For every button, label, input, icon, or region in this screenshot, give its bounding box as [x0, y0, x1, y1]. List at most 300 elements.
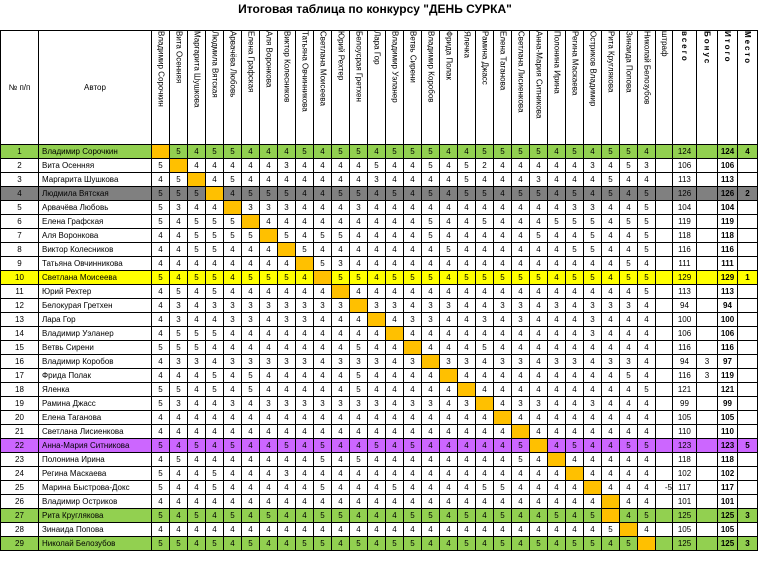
score-cell: 4 [224, 369, 242, 383]
score-cell: 4 [422, 481, 440, 495]
score-cell: 5 [242, 187, 260, 201]
score-cell: 4 [584, 453, 602, 467]
score-cell: 4 [404, 243, 422, 257]
total-cell: 129 [673, 271, 697, 285]
score-cell: 4 [458, 481, 476, 495]
score-cell: 4 [602, 215, 620, 229]
score-cell: 4 [170, 411, 188, 425]
penalty-cell [656, 229, 673, 243]
score-cell: 4 [332, 453, 350, 467]
bonus-cell [697, 313, 718, 327]
score-cell: 4 [584, 145, 602, 159]
score-cell: 5 [368, 439, 386, 453]
total-cell: 102 [673, 467, 697, 481]
score-cell: 5 [620, 537, 638, 551]
place-cell [738, 383, 758, 397]
total-cell: 113 [673, 173, 697, 187]
score-cell: 5 [566, 243, 584, 257]
table-row [1, 383, 758, 397]
score-cell: 4 [494, 243, 512, 257]
score-cell: 3 [404, 313, 422, 327]
score-cell: 3 [170, 313, 188, 327]
author-name: Владимир Сорочкин [39, 145, 152, 159]
score-cell: 3 [548, 355, 566, 369]
total-cell: 125 [673, 537, 697, 551]
score-cell: 4 [638, 355, 656, 369]
score-cell: 4 [206, 159, 224, 173]
score-cell: 4 [422, 341, 440, 355]
author-name: Юрий Рехтер [39, 285, 152, 299]
score-cell: 5 [152, 383, 170, 397]
bonus-cell [697, 229, 718, 243]
header-jury-13 [368, 31, 386, 145]
header-jury-label: Зинаида Попова [624, 31, 634, 93]
score-cell: 5 [206, 243, 224, 257]
score-cell: 4 [260, 467, 278, 481]
author-name: Аля Воронкова [39, 229, 152, 243]
score-cell: 3 [422, 397, 440, 411]
score-cell: 4 [386, 285, 404, 299]
header-jury-14 [386, 31, 404, 145]
total-cell: 106 [673, 327, 697, 341]
table-row [1, 537, 758, 551]
score-cell: 4 [602, 285, 620, 299]
score-cell: 4 [386, 159, 404, 173]
score-cell: 4 [278, 215, 296, 229]
author-name: Людмила Вятская [39, 187, 152, 201]
score-cell: 4 [476, 509, 494, 523]
score-cell: 5 [170, 145, 188, 159]
score-cell: 4 [548, 173, 566, 187]
score-cell: 4 [242, 523, 260, 537]
score-cell: 4 [314, 187, 332, 201]
penalty-cell [656, 173, 673, 187]
score-cell: 4 [260, 313, 278, 327]
place-cell: 4 [738, 145, 758, 159]
score-cell: 4 [278, 257, 296, 271]
score-cell: 4 [206, 201, 224, 215]
score-cell [224, 201, 242, 215]
score-cell: 4 [152, 453, 170, 467]
final-cell: 105 [718, 523, 738, 537]
score-cell: 4 [386, 453, 404, 467]
score-cell: 4 [206, 509, 224, 523]
score-cell: 4 [368, 285, 386, 299]
score-cell: 4 [152, 257, 170, 271]
score-cell: 4 [566, 257, 584, 271]
score-cell: 4 [584, 257, 602, 271]
score-cell: 4 [548, 467, 566, 481]
row-number: 21 [1, 425, 39, 439]
score-cell: 4 [224, 285, 242, 299]
score-cell: 4 [152, 299, 170, 313]
final-cell: 101 [718, 495, 738, 509]
score-cell: 4 [512, 201, 530, 215]
score-cell: 5 [566, 215, 584, 229]
score-cell: 5 [422, 509, 440, 523]
score-cell: 5 [476, 215, 494, 229]
author-name: Николай Белозубов [39, 537, 152, 551]
score-cell: 5 [620, 215, 638, 229]
score-cell: 5 [512, 187, 530, 201]
score-cell: 5 [350, 537, 368, 551]
score-cell: 4 [386, 355, 404, 369]
score-cell: 4 [314, 355, 332, 369]
score-cell: 4 [494, 369, 512, 383]
score-cell: 5 [152, 537, 170, 551]
score-cell: 4 [386, 369, 404, 383]
score-cell: 5 [584, 243, 602, 257]
score-cell: 4 [422, 523, 440, 537]
score-cell: 4 [440, 523, 458, 537]
score-cell: 5 [224, 509, 242, 523]
score-cell: 3 [332, 299, 350, 313]
score-cell: 3 [512, 355, 530, 369]
score-cell: 4 [350, 439, 368, 453]
score-cell: 4 [494, 159, 512, 173]
score-cell: 4 [188, 313, 206, 327]
header-jury-8 [278, 31, 296, 145]
score-cell: 3 [278, 201, 296, 215]
score-cell: 4 [296, 481, 314, 495]
place-cell [738, 355, 758, 369]
header-jury-label: Владимир Сорочкин [156, 31, 166, 107]
header-jury-label: Елена Графская [246, 31, 256, 93]
penalty-cell [656, 495, 673, 509]
score-cell: 4 [224, 159, 242, 173]
place-cell [738, 299, 758, 313]
score-cell: 4 [152, 411, 170, 425]
score-cell: 4 [512, 411, 530, 425]
table-row [1, 327, 758, 341]
penalty-cell [656, 509, 673, 523]
score-cell: 4 [548, 145, 566, 159]
score-cell: 5 [188, 341, 206, 355]
score-cell: 4 [260, 243, 278, 257]
score-cell: 4 [566, 313, 584, 327]
score-cell [620, 523, 638, 537]
place-cell [738, 159, 758, 173]
score-cell: 4 [584, 355, 602, 369]
score-cell: 3 [206, 299, 224, 313]
bonus-cell [697, 299, 718, 313]
score-cell: 5 [386, 537, 404, 551]
score-cell [368, 313, 386, 327]
penalty-cell [656, 159, 673, 173]
place-cell [738, 229, 758, 243]
score-cell: 3 [296, 313, 314, 327]
score-cell: 4 [350, 159, 368, 173]
header-jury-label: Ветвь Сирени [408, 31, 418, 83]
score-cell: 4 [224, 271, 242, 285]
penalty-cell [656, 397, 673, 411]
score-cell: 3 [260, 201, 278, 215]
author-name: Вита Осенняя [39, 159, 152, 173]
score-cell: 5 [206, 383, 224, 397]
table-body [1, 145, 758, 551]
score-cell: 4 [476, 439, 494, 453]
place-cell [738, 341, 758, 355]
header-jury-16 [422, 31, 440, 145]
score-cell: 4 [260, 425, 278, 439]
score-cell: 5 [152, 509, 170, 523]
bonus-cell [697, 397, 718, 411]
score-cell: 4 [548, 439, 566, 453]
score-cell: 3 [170, 201, 188, 215]
row-number: 4 [1, 187, 39, 201]
score-cell: 4 [422, 467, 440, 481]
score-cell: 5 [422, 187, 440, 201]
row-number: 25 [1, 481, 39, 495]
score-cell: 5 [548, 215, 566, 229]
score-cell: 4 [206, 397, 224, 411]
score-cell: 4 [188, 453, 206, 467]
header-jury-label: Ялечка [462, 31, 472, 58]
score-cell: 5 [512, 439, 530, 453]
score-cell: 5 [458, 509, 476, 523]
score-cell: 3 [278, 355, 296, 369]
score-cell: 4 [152, 243, 170, 257]
score-cell: 4 [386, 523, 404, 537]
score-cell: 4 [368, 495, 386, 509]
row-number: 22 [1, 439, 39, 453]
score-cell: 3 [350, 355, 368, 369]
header-jury-7 [260, 31, 278, 145]
author-name: Арвачёва Любовь [39, 201, 152, 215]
score-cell: 4 [476, 369, 494, 383]
header-penalty [656, 31, 673, 145]
header-jury-22 [530, 31, 548, 145]
score-cell [440, 369, 458, 383]
row-number: 3 [1, 173, 39, 187]
score-cell: 4 [602, 481, 620, 495]
score-cell: 4 [458, 145, 476, 159]
penalty-cell [656, 201, 673, 215]
penalty-cell [656, 285, 673, 299]
header-jury-label: Регина Маскаева [570, 31, 580, 96]
score-cell: 5 [206, 327, 224, 341]
score-cell: 4 [332, 523, 350, 537]
score-cell: 3 [350, 397, 368, 411]
table-row [1, 509, 758, 523]
score-cell: 4 [548, 201, 566, 215]
total-cell: 125 [673, 509, 697, 523]
score-cell: 4 [170, 481, 188, 495]
score-cell: 4 [620, 341, 638, 355]
total-cell: 123 [673, 439, 697, 453]
score-cell: 4 [296, 285, 314, 299]
final-cell: 102 [718, 467, 738, 481]
table-row [1, 453, 758, 467]
score-cell: 4 [224, 495, 242, 509]
place-cell [738, 257, 758, 271]
score-cell: 4 [188, 481, 206, 495]
score-cell: 4 [638, 481, 656, 495]
final-cell: 118 [718, 453, 738, 467]
final-cell: 117 [718, 481, 738, 495]
final-cell: 113 [718, 285, 738, 299]
score-cell: 4 [260, 439, 278, 453]
header-jury-9 [296, 31, 314, 145]
score-cell: 4 [458, 439, 476, 453]
score-cell: 3 [368, 173, 386, 187]
score-cell: 4 [368, 187, 386, 201]
score-cell: 4 [494, 187, 512, 201]
header-jury-11 [332, 31, 350, 145]
score-cell: 4 [404, 327, 422, 341]
score-cell: 5 [638, 509, 656, 523]
score-cell: 4 [242, 509, 260, 523]
score-cell: 3 [314, 299, 332, 313]
score-cell: 4 [620, 383, 638, 397]
score-cell: 5 [206, 145, 224, 159]
score-cell: 4 [440, 159, 458, 173]
table-row [1, 355, 758, 369]
score-cell: 4 [494, 257, 512, 271]
author-name: Рита Круглякова [39, 509, 152, 523]
place-cell [738, 243, 758, 257]
score-cell: 3 [242, 313, 260, 327]
score-cell: 4 [404, 495, 422, 509]
penalty-cell [656, 313, 673, 327]
bonus-cell [697, 509, 718, 523]
score-cell: 4 [602, 397, 620, 411]
score-cell: 4 [332, 313, 350, 327]
bonus-cell [697, 467, 718, 481]
row-number: 12 [1, 299, 39, 313]
header-jury-1 [152, 31, 170, 145]
score-cell: 4 [620, 453, 638, 467]
score-cell [296, 257, 314, 271]
score-cell: 5 [332, 187, 350, 201]
score-cell: 4 [188, 411, 206, 425]
score-cell: 4 [566, 495, 584, 509]
score-cell: 5 [170, 285, 188, 299]
score-cell: 4 [188, 523, 206, 537]
score-cell: 4 [476, 453, 494, 467]
score-cell: 4 [278, 173, 296, 187]
score-cell: 4 [422, 383, 440, 397]
header-jury-6 [242, 31, 260, 145]
header-jury-label: Вита Осенняя [174, 31, 184, 84]
score-cell: 4 [404, 257, 422, 271]
score-cell: 4 [422, 425, 440, 439]
score-cell: 5 [314, 481, 332, 495]
score-cell: 4 [422, 411, 440, 425]
score-cell: 4 [602, 439, 620, 453]
score-cell: 4 [368, 201, 386, 215]
score-cell: 4 [314, 159, 332, 173]
score-cell: 4 [476, 411, 494, 425]
table-row [1, 215, 758, 229]
score-cell: 4 [422, 243, 440, 257]
score-cell: 4 [512, 341, 530, 355]
final-cell: 99 [718, 397, 738, 411]
score-cell: 3 [332, 355, 350, 369]
score-cell: 5 [512, 145, 530, 159]
score-cell: 4 [350, 243, 368, 257]
score-cell: 4 [332, 467, 350, 481]
score-cell: 5 [440, 243, 458, 257]
score-cell: 5 [314, 229, 332, 243]
header-place [738, 31, 758, 145]
score-cell: 3 [566, 355, 584, 369]
place-cell [738, 327, 758, 341]
total-cell: 100 [673, 313, 697, 327]
score-cell: 4 [278, 495, 296, 509]
score-cell: 4 [314, 243, 332, 257]
score-cell: 5 [332, 229, 350, 243]
score-cell: 4 [638, 453, 656, 467]
score-cell: 5 [170, 537, 188, 551]
score-cell: 4 [566, 425, 584, 439]
score-cell: 4 [440, 271, 458, 285]
score-cell: 4 [440, 285, 458, 299]
score-cell: 3 [314, 397, 332, 411]
header-jury-label: Маргарита Шушкова [192, 31, 202, 108]
score-cell: 4 [476, 523, 494, 537]
score-cell: 4 [224, 425, 242, 439]
score-cell: 4 [440, 453, 458, 467]
bonus-cell [697, 453, 718, 467]
author-name: Владимир Уэланер [39, 327, 152, 341]
header-jury-label: Остриков Владимир [588, 31, 598, 107]
score-cell: 4 [584, 467, 602, 481]
bonus-cell [697, 495, 718, 509]
score-cell: 5 [584, 537, 602, 551]
place-cell [738, 215, 758, 229]
score-cell: 4 [404, 187, 422, 201]
score-cell: 4 [602, 467, 620, 481]
score-cell: 4 [404, 369, 422, 383]
score-cell: 4 [584, 369, 602, 383]
score-cell: 5 [584, 271, 602, 285]
score-cell [278, 243, 296, 257]
score-cell: 5 [206, 285, 224, 299]
score-cell: 4 [458, 299, 476, 313]
score-cell: 4 [584, 411, 602, 425]
score-cell: 4 [188, 369, 206, 383]
score-cell: 4 [494, 523, 512, 537]
score-cell: 4 [458, 229, 476, 243]
score-cell: 4 [638, 313, 656, 327]
table-row [1, 145, 758, 159]
score-cell: 4 [314, 523, 332, 537]
score-cell: 4 [386, 411, 404, 425]
penalty-cell [656, 537, 673, 551]
place-cell [738, 313, 758, 327]
score-cell: 4 [530, 243, 548, 257]
score-cell: 4 [548, 257, 566, 271]
score-cell: 4 [332, 537, 350, 551]
score-cell: 4 [242, 173, 260, 187]
score-cell: 4 [602, 243, 620, 257]
score-cell: 4 [188, 145, 206, 159]
bonus-cell [697, 215, 718, 229]
score-cell: 4 [512, 243, 530, 257]
score-cell: 5 [602, 145, 620, 159]
score-cell: 4 [548, 271, 566, 285]
score-cell: 5 [602, 187, 620, 201]
table-row [1, 243, 758, 257]
score-cell: 4 [620, 201, 638, 215]
score-cell: 5 [188, 215, 206, 229]
table-row [1, 467, 758, 481]
score-cell: 5 [242, 271, 260, 285]
author-name: Светлана Моисеева [39, 271, 152, 285]
score-cell: 4 [566, 285, 584, 299]
score-cell: 4 [512, 173, 530, 187]
